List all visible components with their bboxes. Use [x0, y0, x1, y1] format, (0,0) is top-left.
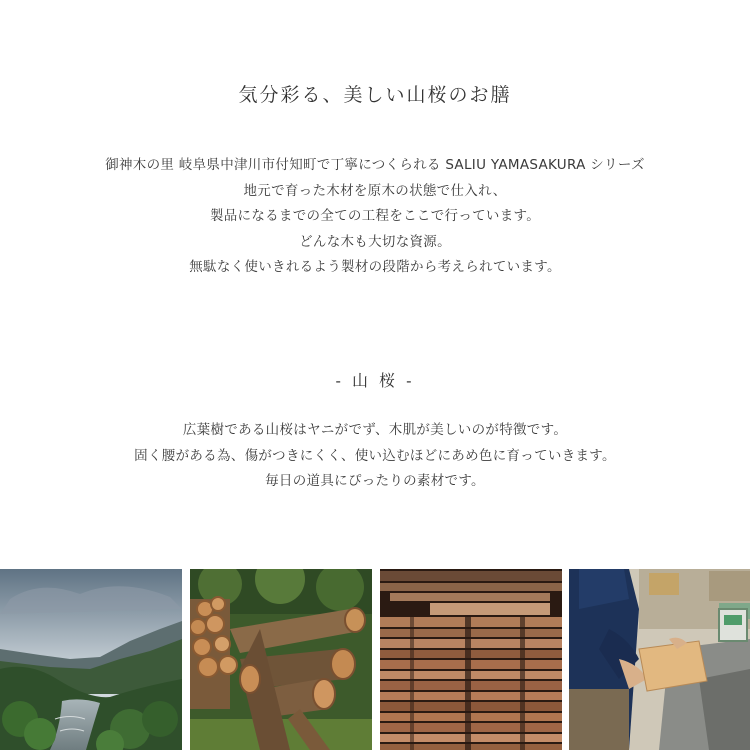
description-line: 毎日の道具にぴったりの素材です。 [265, 473, 485, 489]
intro-line: 地元で育った木材を原木の状態で仕入れ、 [243, 182, 507, 199]
lumber-stack-photo [380, 569, 562, 750]
log-pile-photo [190, 569, 372, 750]
intro-line: 御神木の里 岐阜県中津川市付知町で丁寧につくられる SALIU YAMASAKURA シリーズ [105, 157, 645, 173]
river-landscape-photo [0, 569, 182, 750]
intro-line: 無駄なく使いきれるよう製材の段階から考えられています。 [189, 259, 561, 275]
description-line: 広葉樹である山桜はヤニがでず、木肌が美しいのが特徴です。 [182, 422, 568, 438]
page-title: 気分彩る、美しい山桜のお膳 [238, 84, 512, 106]
description-line: 固く腰がある為、傷がつきにくく、使い込むほどにあめ色に育っていきます。 [134, 447, 616, 464]
section-title: - 山 桜 - [335, 371, 415, 390]
intro-text [0, 153, 750, 281]
section-description [0, 418, 750, 495]
intro-line: 製品になるまでの全ての工程をここで行っています。 [209, 208, 541, 224]
intro-line: どんな木も大切な資源。 [299, 233, 451, 250]
photo-strip [0, 569, 750, 750]
woodworker-photo [569, 569, 750, 750]
